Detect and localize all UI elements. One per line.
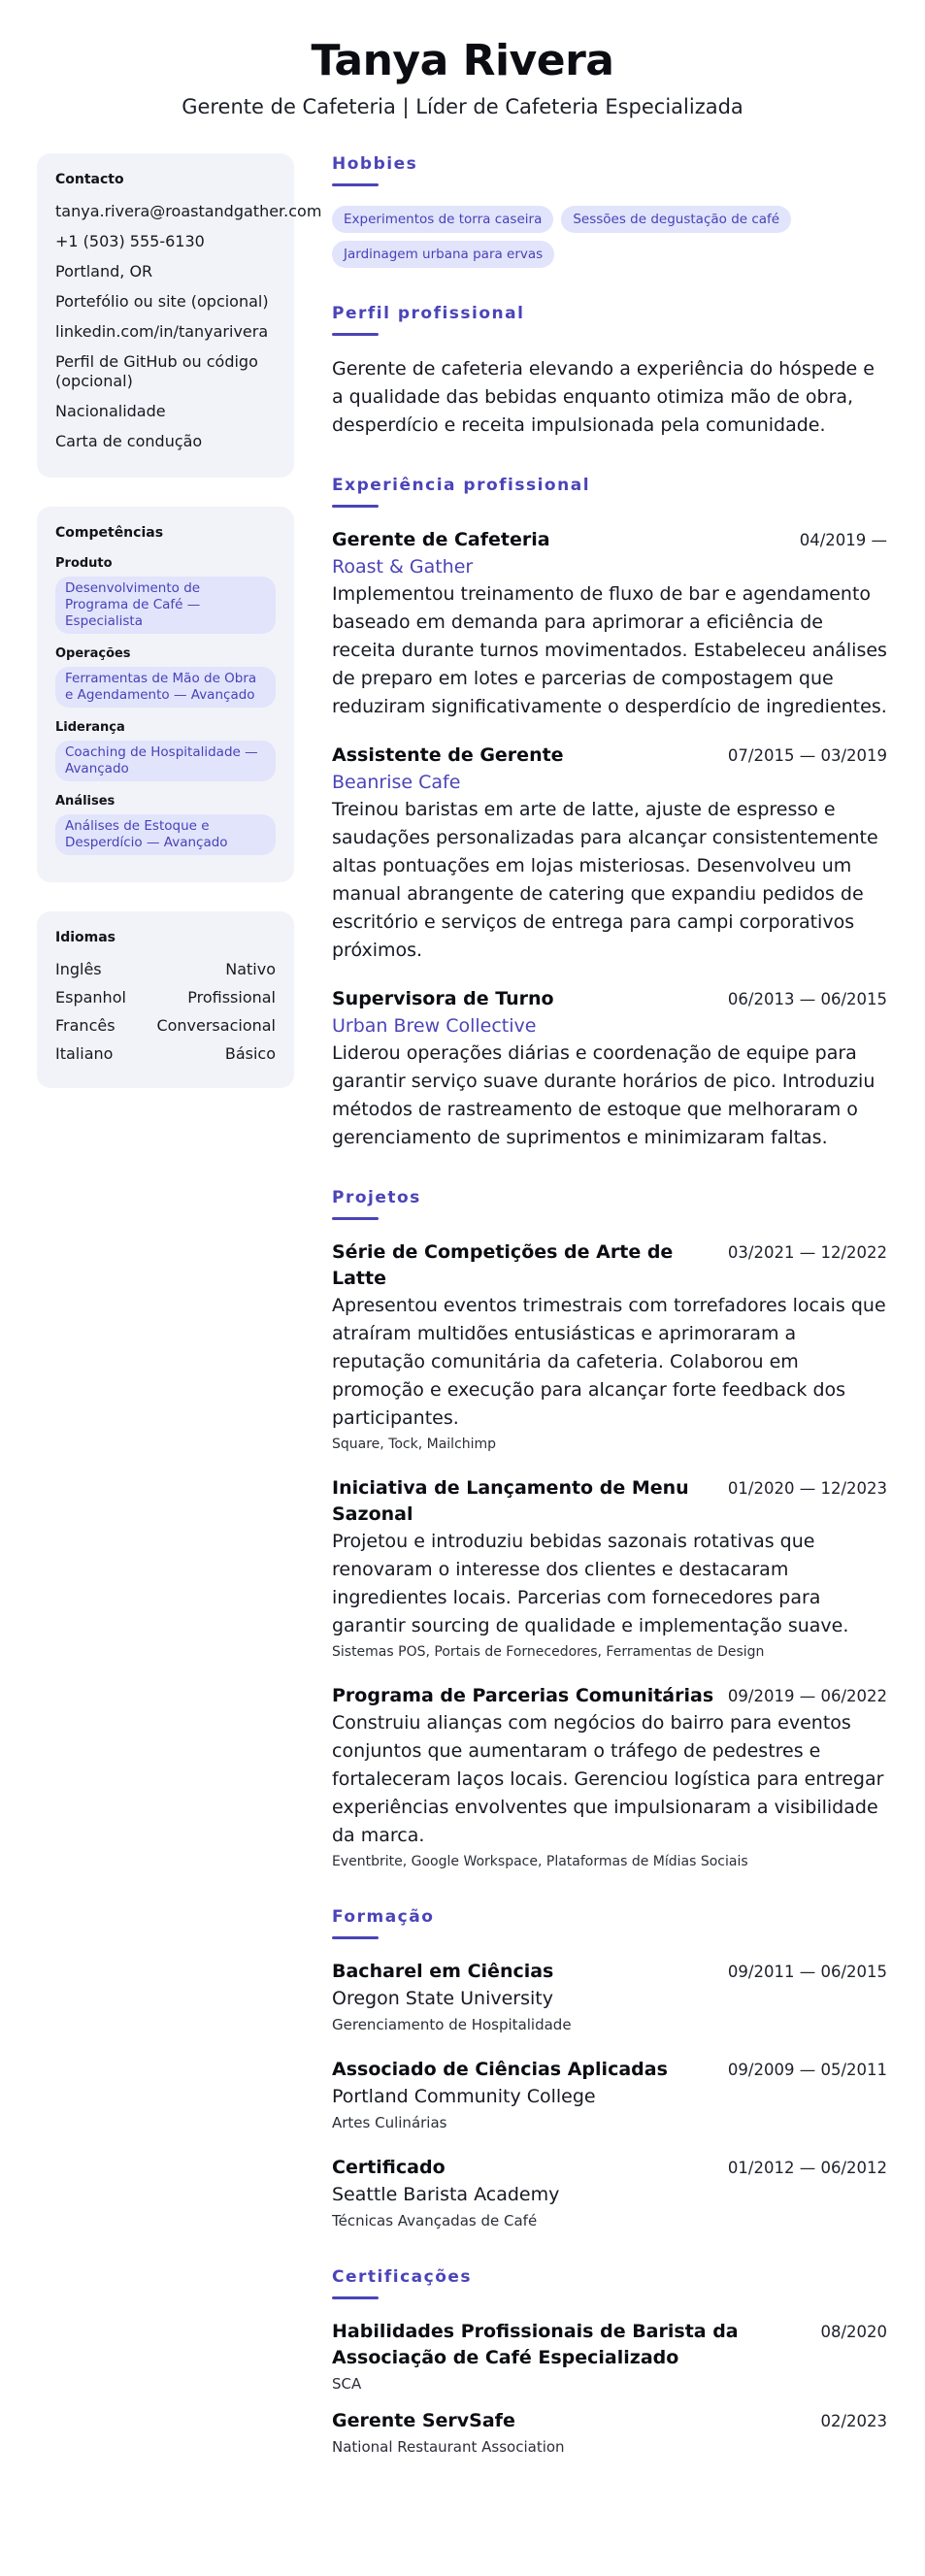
certification-entry	[332, 2408, 887, 2458]
project-dates: 09/2019 — 06/2022	[727, 1687, 887, 1705]
language-level: Básico	[224, 1044, 276, 1063]
contact-linkedin[interactable]: linkedin.com/in/tanyarivera	[55, 322, 269, 341]
language-level: Nativo	[225, 960, 276, 978]
project-entry	[332, 1683, 887, 1871]
language-name: Inglês	[55, 960, 102, 978]
education-entry	[332, 2155, 887, 2231]
projects-section	[332, 1187, 887, 1871]
certification-name: Gerente ServSafe	[332, 2410, 515, 2431]
education-dates: 09/2009 — 05/2011	[727, 2061, 887, 2079]
certification-entry	[332, 2319, 887, 2394]
section-divider	[332, 505, 379, 508]
company-name: Urban Brew Collective	[332, 1015, 537, 1037]
job-dates: 07/2015 — 03/2019	[727, 746, 887, 765]
job-dates: 06/2013 — 06/2015	[727, 990, 887, 1008]
skills-card	[37, 507, 294, 882]
hobby-chip: Sessões de degustação de café	[561, 206, 791, 233]
experience-section	[332, 475, 887, 1152]
contact-location: Portland, OR	[55, 262, 153, 281]
section-title: Certificações	[332, 2267, 473, 2287]
education-dates: 09/2011 — 06/2015	[727, 1963, 887, 1981]
language-name: Francês	[55, 1016, 116, 1035]
project-name: Série de Competições de Arte de Latte	[332, 1241, 674, 1289]
project-dates: 01/2020 — 12/2023	[727, 1479, 887, 1498]
section-divider	[332, 333, 379, 336]
contact-card	[37, 153, 322, 478]
field-of-study: Técnicas Avançadas de Café	[332, 2212, 538, 2229]
section-title: Hobbies	[332, 154, 418, 174]
job-description: Treinou baristas em arte de latte, ajuste de espresso e saudações personalizadas para alcançar consistentemente altas pontuações em lojas misteriosas. Desenvolveu um manual abrangente de catering que expandiu pedidos de escritório e serviços de entrega para campi corporativos próximos.	[332, 799, 878, 961]
section-title: Experiência profissional	[332, 476, 591, 495]
section-divider	[332, 1217, 379, 1220]
education-entry	[332, 2057, 887, 2133]
section-divider	[332, 2296, 379, 2299]
candidate-name: Tanya Rivera	[311, 36, 614, 85]
project-description: Projetou e introduziu bebidas sazonais rotativas que renovaram o interesse dos clientes e destacaram ingredientes locais. Parcerias com fornecedores para garantir sourcing de qualidade e implementação suave.	[332, 1531, 849, 1636]
degree-name: Associado de Ciências Aplicadas	[332, 2059, 668, 2080]
project-description: Apresentou eventos trimestrais com torrefadores locais que atraíram multidões entusiásticas e aprimoraram a reputação comunitária da cafeteria. Colaborou em promoção e execução para alcançar forte feedback dos participantes.	[332, 1295, 886, 1429]
skill-group-title: Análises	[55, 794, 116, 809]
education-dates: 01/2012 — 06/2012	[727, 2159, 887, 2177]
project-entry	[332, 1239, 887, 1454]
hobbies-section	[332, 153, 887, 268]
experience-entry	[332, 743, 887, 965]
contact-heading: Contacto	[55, 172, 124, 187]
project-name: Programa de Parcerias Comunitárias	[332, 1685, 714, 1706]
degree-name: Bacharel em Ciências	[332, 1961, 554, 1982]
contact-email[interactable]: tanya.rivera@roastandgather.com	[55, 202, 322, 220]
skill-group	[55, 793, 276, 855]
school-name: Seattle Barista Academy	[332, 2184, 560, 2205]
skill-group	[55, 555, 276, 634]
company-name: Beanrise Cafe	[332, 772, 461, 793]
certifications-section	[332, 2266, 887, 2458]
hobby-chips	[332, 206, 887, 268]
candidate-subtitle: Gerente de Cafeteria | Líder de Cafeteria Especializada	[182, 95, 743, 118]
skills-heading: Competências	[55, 525, 164, 541]
degree-name: Certificado	[332, 2157, 446, 2178]
skill-group-title: Operações	[55, 646, 131, 661]
language-row	[55, 960, 276, 979]
certification-date: 02/2023	[820, 2412, 887, 2430]
skill-chip: Desenvolvimento de Programa de Café — Especialista	[55, 577, 276, 634]
skill-chip: Coaching de Hospitalidade — Avançado	[55, 741, 276, 781]
profile-section	[332, 303, 887, 440]
skill-group-title: Liderança	[55, 720, 125, 735]
project-description: Construiu alianças com negócios do bairro para eventos conjuntos que aumentaram o tráfego de pedestres e fortaleceram laços locais. Gerenciou logística para entregar experiências envolventes que impulsionaram a visibilidade da marca.	[332, 1712, 884, 1846]
language-level: Conversacional	[156, 1016, 276, 1035]
hobby-chip: Jardinagem urbana para ervas	[332, 241, 554, 268]
skill-group	[55, 719, 276, 781]
language-name: Espanhol	[55, 988, 126, 1007]
field-of-study: Gerenciamento de Hospitalidade	[332, 2016, 572, 2033]
section-title: Formação	[332, 1907, 435, 1927]
contact-portfolio[interactable]: Portefólio ou site (opcional)	[55, 292, 269, 311]
language-name: Italiano	[55, 1044, 114, 1063]
contact-phone[interactable]: +1 (503) 555-6130	[55, 232, 205, 250]
job-title: Gerente de Cafeteria	[332, 529, 550, 550]
job-description: Liderou operações diárias e coordenação de equipe para garantir serviço suave durante horários de pico. Introduziu métodos de rastreamento de estoque que melhoraram o gerenciamento de suprimentos e minimizaram faltas.	[332, 1042, 875, 1148]
sidebar	[37, 153, 322, 1117]
certification-issuer: SCA	[332, 2375, 362, 2393]
section-title: Perfil profissional	[332, 304, 525, 323]
education-entry	[332, 1959, 887, 2035]
skill-group-title: Produto	[55, 556, 113, 571]
project-tools: Eventbrite, Google Workspace, Plataformas de Mídias Sociais	[332, 1854, 748, 1869]
language-row	[55, 1044, 276, 1064]
contact-github[interactable]: Perfil de GitHub ou código (opcional)	[55, 352, 258, 390]
job-description: Implementou treinamento de fluxo de bar e agendamento baseado em demanda para aprimorar a eficiência de receita durante turnos movimentados. Estabeleceu análises de preparo em lotes e parcerias de compostagem que reduziram significativamente o desperdício de ingredientes.	[332, 583, 887, 717]
skill-chip: Ferramentas de Mão de Obra e Agendamento — Avançado	[55, 667, 276, 708]
experience-entry	[332, 527, 887, 721]
language-row	[55, 1016, 276, 1036]
languages-heading: Idiomas	[55, 930, 116, 945]
project-tools: Square, Tock, Mailchimp	[332, 1437, 497, 1452]
language-row	[55, 988, 276, 1007]
job-dates: 04/2019 —	[799, 531, 887, 549]
hobby-chip: Experimentos de torra caseira	[332, 206, 553, 233]
language-level: Profissional	[187, 988, 276, 1007]
job-title: Assistente de Gerente	[332, 744, 564, 766]
project-entry	[332, 1475, 887, 1662]
section-title: Projetos	[332, 1188, 421, 1207]
school-name: Portland Community College	[332, 2086, 596, 2107]
certification-name: Habilidades Profissionais de Barista da Associação de Café Especializado	[332, 2321, 739, 2368]
section-divider	[332, 1936, 379, 1939]
skill-chip: Análises de Estoque e Desperdício — Avançado	[55, 814, 276, 855]
skill-group	[55, 645, 276, 708]
section-divider	[332, 183, 379, 186]
resume-header	[0, 35, 925, 120]
languages-card	[37, 911, 294, 1088]
company-name: Roast & Gather	[332, 556, 474, 578]
job-title: Supervisora de Turno	[332, 988, 554, 1009]
project-tools: Sistemas POS, Portais de Fornecedores, Ferramentas de Design	[332, 1644, 765, 1660]
contact-nationality: Nacionalidade	[55, 402, 166, 420]
education-section	[332, 1906, 887, 2231]
field-of-study: Artes Culinárias	[332, 2114, 447, 2131]
school-name: Oregon State University	[332, 1988, 553, 2009]
certification-issuer: National Restaurant Association	[332, 2438, 565, 2456]
experience-entry	[332, 986, 887, 1152]
main-column	[332, 153, 887, 2493]
project-dates: 03/2021 — 12/2022	[727, 1243, 887, 1262]
contact-license: Carta de condução	[55, 432, 203, 450]
project-name: Iniciativa de Lançamento de Menu Sazonal	[332, 1477, 689, 1525]
certification-date: 08/2020	[820, 2323, 887, 2341]
profile-summary: Gerente de cafeteria elevando a experiência do hóspede e a qualidade das bebidas enquanto otimiza mão de obra, desperdício e receita impulsionada pela comunidade.	[332, 358, 875, 436]
